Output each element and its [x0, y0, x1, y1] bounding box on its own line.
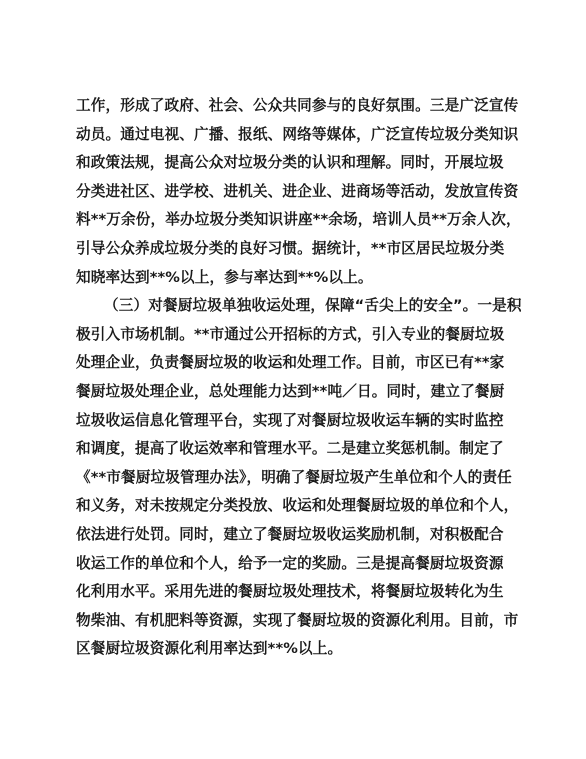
text-line: 和义务，对未按规定分类投放、收运和处理餐厨垃圾的单位和个人，	[76, 497, 519, 515]
text-line: 收运工作的单位和个人，给予一定的奖励。三是提高餐厨垃圾资源	[76, 554, 504, 572]
text-line: 处理企业，负责餐厨垃圾的收运和处理工作。目前，市区已有**家	[76, 354, 505, 372]
text-line: 工作，形成了政府、社会、公众共同参与的良好氛围。三是广泛宣传	[76, 97, 519, 114]
text-line: 区餐厨垃圾资源化利用率达到**%以上。	[76, 640, 343, 658]
text-line: 依法进行处罚。同时，建立了餐厨垃圾收运奖励机制，对积极配合	[76, 525, 504, 543]
text-line: 知晓率达到**%以上，参与率达到**%以上。	[76, 268, 373, 286]
text-line: 垃圾收运信息化管理平台，实现了对餐厨垃圾收运车辆的实时监控	[76, 411, 504, 429]
body-text	[76, 92, 522, 664]
text-line: 动员。通过电视、广播、报纸、网络等媒体，广泛宣传垃圾分类知识	[76, 125, 519, 143]
text-line: 引导公众养成垃圾分类的良好习惯。据统计，**市区居民垃圾分类	[76, 239, 505, 257]
text-line: 餐厨垃圾处理企业，总处理能力达到**吨／日。同时，建立了餐厨	[76, 382, 505, 400]
text-line: 极引入市场机制。**市通过公开招标的方式，引入专业的餐厨垃圾	[76, 325, 505, 343]
text-line: 分类进社区、进学校、进机关、进企业、进商场等活动，发放宣传资	[76, 182, 519, 200]
text-line: 《**市餐厨垃圾管理办法》，明确了餐厨垃圾产生单位和个人的责任	[76, 468, 512, 486]
text-line: 料**万余份，举办垃圾分类知识讲座**余场，培训人员**万余人次，	[76, 211, 521, 229]
paragraph-start-line: （三）对餐厨垃圾单独收运处理，保障“舌尖上的安全”。一是积	[104, 297, 522, 315]
text-line: 和调度，提高了收运效率和管理水平。二是建立奖惩机制。制定了	[76, 440, 504, 458]
text-line: 物柴油、有机肥料等资源，实现了餐厨垃圾的资源化利用。目前，市	[76, 611, 519, 629]
text-line: 和政策法规，提高公众对垃圾分类的认识和理解。同时，开展垃圾	[76, 154, 504, 172]
text-line: 化利用水平。采用先进的餐厨垃圾处理技术，将餐厨垃圾转化为生	[76, 583, 504, 601]
